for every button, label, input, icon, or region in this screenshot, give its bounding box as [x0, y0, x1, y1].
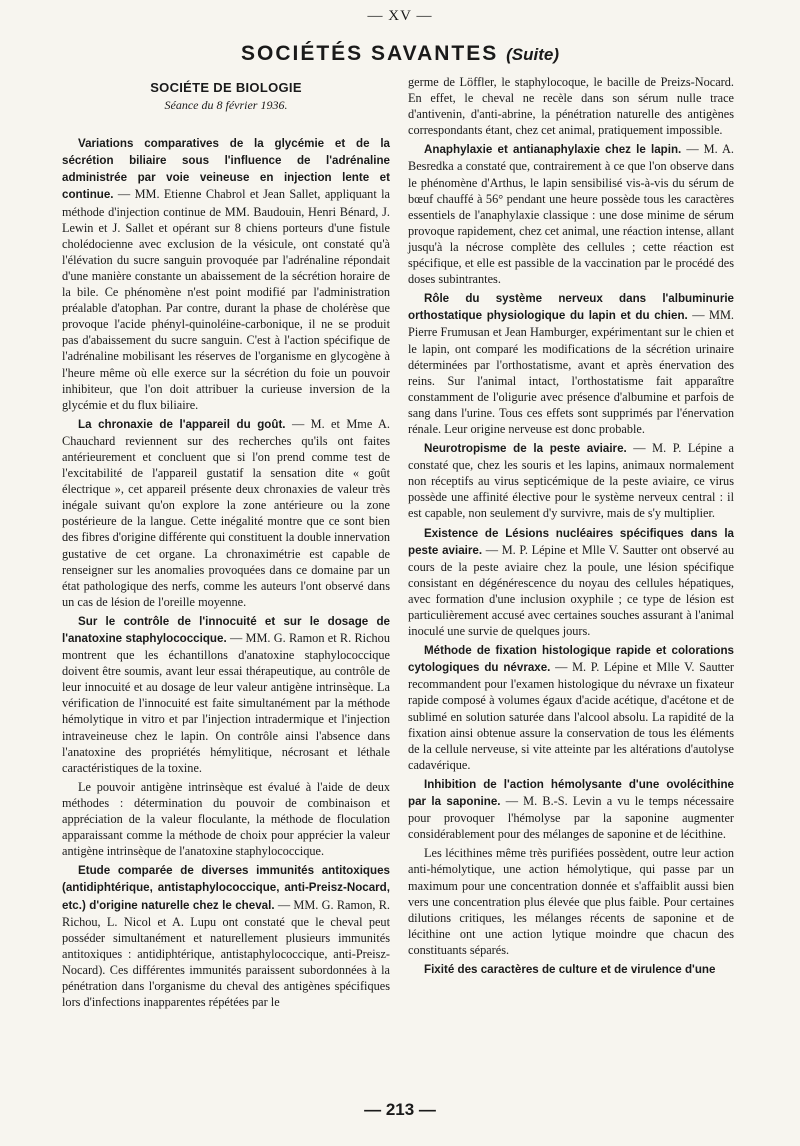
running-head-suite: (Suite) [506, 45, 559, 64]
running-head [0, 42, 800, 66]
article-continuation: germe de Löffler, le staphylocoque, le bacille de Preizs-Nocard. En effet, le cheval ne recèle dans son sérum nulle trace d'antivenin, d'anti-abrine, la pénétration naturelle des antigènes correspondants étant, chez cet animal, pratiquement impossible. [408, 75, 734, 138]
article-paragraph: Les lécithines même très purifiées possèdent, outre leur action anti-hémolytique, une action hémolytique, qui passe par un maximum pour une concentration donnée et s'affaiblit aussi bien vers une concentration plus élevée que plus faible. Pour certaines dilutions critiques, les mélanges récents de saponine et de lécithine ont une action lytique moindre que chacun des constituants séparés. [408, 846, 734, 957]
article-fixation [408, 642, 734, 773]
article-albuminurie [408, 290, 734, 437]
article-anaphylaxie [408, 141, 734, 287]
article-title: Variations comparatives de la glycémie et de la sécrétion biliaire sous l'influence de l'adrénaline administrée par voie veineuse en injection lente et continue. [62, 137, 390, 202]
article-title: Neurotropisme de la peste aviaire. [424, 442, 627, 456]
article-title: Rôle du système nerveux dans l'albuminurie orthostatique physiologique du lapin et du chien. [408, 292, 734, 323]
article-body: — MM. G. Ramon et R. Richou montrent que les échantillons d'anatoxine staphylococcique doivent être soumis, avant leur essai thérapeutique, au contrôle de leur innocuité et au dosage de leur valeur antigène intrinsèque. La vérification de l'innocuité est faite simultanément par la méthode hémolytique in vitro et par l'injection intradermique et l'injection intraveineuse chez le lapin. On contrôle ainsi l'absence dans l'anatoxine des propriétés hémylitique, nécrosant et léthale caractéristiques de la toxine. [62, 631, 390, 775]
article-inhibition [408, 776, 734, 842]
article-body: — MM. Etienne Chabrol et Jean Sallet, appliquant la méthode d'injection continue de MM. Baudouin, Henri Bénard, J. Lewin et J. Sallet et opérant sur 8 chiens porteurs d'une fistule cholédocienne avec exclusion de la vésicule, ont constaté qu'à l'élévation du sucre sanguin provoquée par l'adrénaline répondait d'une manière constante un abaissement de la sécrétion horaire de la bile. Ce phénomène n'est point modifié par l'administration préalable d'atophan. Par contre, durant la phase de cholérèse que provoque l'acide phényl-quinoléine-carbonique, il ne se produit pas d'abaissement du sucre sanguin. C'est à l'action spécifique de l'adrénaline mobilisant les réserves de l'organisme en glycogène à l'heure même où elle exerce sur la sécrétion du foie un pouvoir inhibiteur, que l'on doit attribuer la curieuse inversion de la glycémie et du flux biliaire. [62, 187, 390, 412]
article-body: — M. A. Besredka a constaté que, contrairement à ce que l'on observe dans le phénomène d'Arthus, le lapin sensibilisé vis-à-vis du sérum de bœuf chauffé à 56° pendant une heure possède tous les caractères essentiels de l'anaphylaxie classique : une dose minime de sérum provoque rapidement, chez cet animal, une réaction intense, allant jusqu'à la nécrose complète des cellules ; cette réaction est spécifique, et elle est passible de la vaccination par le procédé des doses subintrantes. [408, 142, 734, 287]
article-neurotropisme [408, 440, 734, 521]
article-body: — MM. Pierre Frumusan et Jean Hamburger, expérimentant sur le chien et le lapin, ont comparé les modifications de la sécrétion urinaire déterminées par l'orthostatisme, avant et après énervation des reins. Sur l'animal intact, l'orthostatisme fait apparaître constamment de l'oligurie avec présence d'albumine et parfois de sang dans l'urine. Tous ces effets sont supprimés par l'énervation rénale. Leur origine nerveuse est donc probable. [408, 308, 734, 436]
article-body: — M. P. Lépine a constaté que, chez les souris et les lapins, animaux normalement non réceptifs au virus septicémique de la peste aviaire, ce virus possède une affinité élective pour le système nerveux central : il est capable, non seulement d'y survivre, mais de s'y multiplier. [408, 441, 735, 521]
page-number-roman: — XV — [367, 8, 433, 24]
article-title: Existence de Lésions nucléaires spécifiques dans la peste aviaire. [408, 526, 734, 557]
article-body: — M. et Mme A. Chauchard reviennent sur des recherches qu'ils ont faites antérieurement et concluent que si l'on prend comme test de l'excitabilité de l'appareil gustatif la sensation dite « goût électrique », cet appareil présente deux chronaxies de valeur très inégale suivant qu'on explore la zone antérieure ou la zone postérieure de la langue. Cette inégalité montre que ce sont bien des fibres d'origine différente qui constituent la double innervation gustative de cet organe. La chronaximétrie est capable de renseigner sur les anomalies provoquées dans ce domaine par un état pathologique des nerfs, comme les auteurs l'ont observé dans un cas de lésion de l'oreille moyenne. [62, 416, 390, 609]
article-body: — M. B.-S. Levin a vu le temps nécessaire pour provoquer l'hémolyse par la saponine augmenter considérablement pour des mélanges de saponine et de lécithine. [408, 794, 734, 842]
right-column [408, 74, 734, 981]
left-column [62, 74, 390, 1013]
article-immunites [62, 862, 390, 1010]
article-anatoxine [62, 613, 390, 776]
article-title: Méthode de fixation histologique rapide et colorations cytologiques du névraxe. [408, 644, 734, 675]
article-body: — M. P. Lépine et Mlle V. Sautter ont observé au cours de la peste aviaire chez la poule, une lésion spécifique consistant en dégénérescence du noyau des cellules hépatiques, avec formation d'une inclusion oxyphile ; ce type de lésion est particulièrement accusé avec certaines souches assurant à l'animal inoculé une survie de quelques jours. [408, 542, 735, 639]
page-number: — 213 — [364, 1100, 436, 1119]
article-title: Etude comparée de diverses immunités antitoxiques (antidiphtérique, antistaphylococcique, anti-Preisz-Nocard, etc.) d'origine naturelle chez le cheval. [62, 864, 390, 912]
society-heading: SOCIÉTE DE BIOLOGIE [150, 80, 302, 95]
article-title: Anaphylaxie et antianaphylaxie chez le lapin. [424, 143, 682, 157]
article-title: Inhibition de l'action hémolysante d'une ovolécithine par la saponine. [408, 777, 734, 809]
article-paragraph: Le pouvoir antigène intrinsèque est évalué à l'aide de deux méthodes : détermination du pouvoir de combinaison et appréciation de la valeur floculante, la méthode de floculation apparaissant comme la méthode de choix pour apprécier la valeur antigène intrinsèque de l'anatoxine staphylococcique. [62, 779, 390, 859]
article-body: — MM. G. Ramon, R. Richou, L. Nicol et A. Lupu ont constaté que le cheval peut posséder simultanément et naturellement plusieurs immunités antitoxiques : antidiphtérique, antistaphylococcique, anti-Preisz-Nocard). Ces différentes immunités paraissent subordonnées à la pénétration dans l'organisme du cheval des antigènes spécifiques lors d'infections inapparentes répétées par le [62, 897, 391, 1010]
article-title: Sur le contrôle de l'innocuité et sur le dosage de l'anatoxine staphylococcique. [62, 614, 390, 645]
article-chronaxie [62, 416, 390, 610]
article-glycemie [62, 135, 390, 413]
article-title: La chronaxie de l'appareil du goût. [78, 417, 286, 431]
article-body: — M. P. Lépine et Mlle V. Sautter recommandent pour l'examen histologique du névraxe un fixateur rapide composé à volumes égaux d'acide acétique, d'acétone et de sublimé en solution saturée dans l'alcool absolu. La rapidité de la fixation ainsi obtenue assure la conservation de tous les éléments de la cellule nerveuse, si vite atteinte par les altérations d'autolyse cadavérique. [408, 660, 734, 772]
running-head-title: SOCIÉTÉS SAVANTES [241, 42, 499, 65]
article-title: Fixité des caractères de culture et de virulence d'une [424, 962, 716, 976]
article-fixite [408, 961, 734, 978]
article-lesions [408, 525, 734, 640]
session-date: Séance du 8 février 1936. [164, 98, 288, 113]
